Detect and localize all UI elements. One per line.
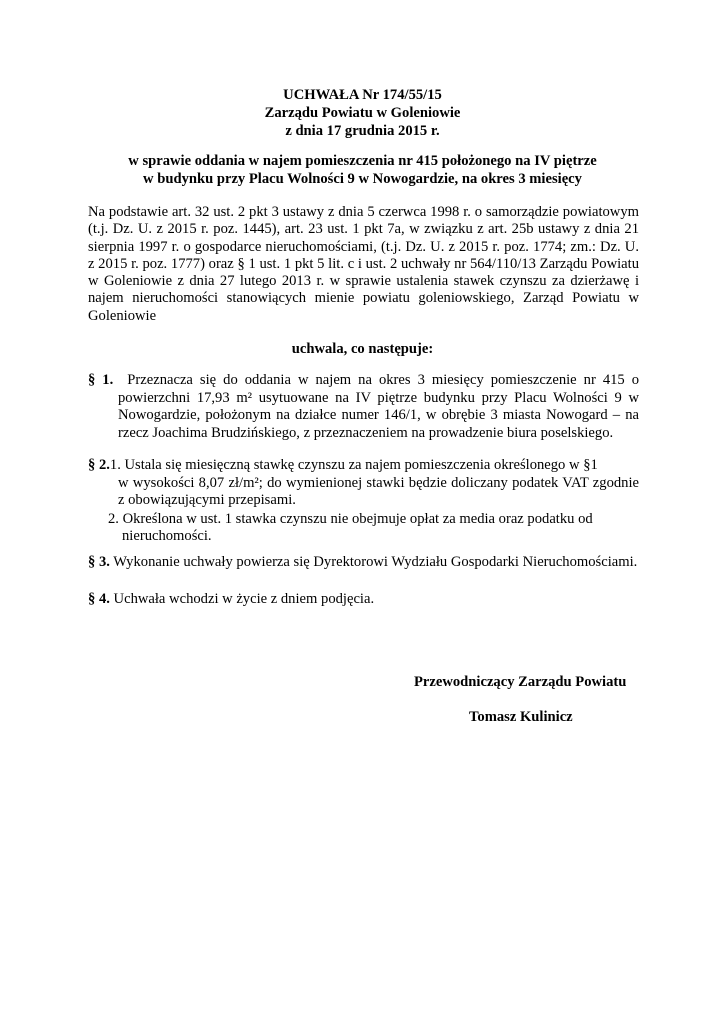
resolution-header bbox=[0, 86, 725, 140]
legal-basis-preamble: Na podstawie art. 32 ust. 2 pkt 3 ustawy z dnia 5 czerwca 1998 r. o samorządzie powiatowym (t.j. Dz. U. z 2015 r. poz. 1445), art. 23 ust. 1 pkt 7a, w związku z art. 25b ustawy z dnia 21 sierpnia 1997 r. o gospodarce nieruchomościami, (t.j. Dz. U. z 2015 r. poz. 1774; zm.: Dz. U. z 2015 r. poz. 1777) oraz § 1 ust. 1 pkt 5 lit. c i ust. 2 uchwały nr 564/110/13 Zarządu Powiatu w Goleniowie z dnia 27 lutego 2013 r. w sprawie ustalenia stawek czynszu za dzierżawę i najem nieruchomości stanowiących mienie powiatu goleniowskiego, Zarząd Powiatu w Goleniowie bbox=[88, 204, 639, 324]
paragraph-1-label: § 1. bbox=[88, 372, 114, 388]
paragraph-1 bbox=[88, 372, 639, 442]
issuing-body: Zarządu Powiatu w Goleniowie bbox=[264, 105, 461, 121]
paragraph-1-text: Przeznacza się do oddania w najem na okres 3 miesięcy pomieszczenie nr 415 o powierzchni 17,93 m² usytuowane na IV piętrze budynku przy Placu Wolności 9 w Nowogardzie, położonym na działce numer 146/1, w obrębie 3 miasta Nowogard – na rzecz Joachima Brudzińskiego, z przeznaczeniem na prowadzenie biura poselskiego. bbox=[118, 372, 640, 441]
paragraph-3 bbox=[88, 554, 639, 572]
paragraph-2-item-1-first: 1. Ustala się miesięczną stawkę czynszu za najem pomieszczenia określonego w §1 bbox=[109, 457, 598, 473]
resolution-subject bbox=[0, 152, 725, 188]
paragraph-4-text: Uchwała wchodzi w życie z dniem podjęcia. bbox=[113, 591, 375, 607]
resolution-number: UCHWAŁA Nr 174/55/15 bbox=[283, 87, 442, 103]
subject-line-1: w sprawie oddania w najem pomieszczenia nr 415 położonego na IV piętrze bbox=[128, 153, 597, 169]
paragraph-4-label: § 4. bbox=[88, 591, 110, 607]
signatory-title: Przewodniczący Zarządu Powiatu bbox=[414, 674, 627, 690]
signatory-name: Tomasz Kulinicz bbox=[469, 709, 573, 725]
paragraph-2-item-1-rest: w wysokości 8,07 zł/m²; do wymienionej stawki będzie doliczany podatek VAT zgodnie z obowiązującymi przepisami. bbox=[118, 474, 639, 508]
paragraph-3-label: § 3. bbox=[88, 554, 110, 570]
paragraph-2-label: § 2. bbox=[88, 457, 110, 473]
resolves-heading: uchwala, co następuje: bbox=[291, 341, 434, 357]
paragraph-2-item-2-first: 2. Określona w ust. 1 stawka czynszu nie obejmuje opłat za media oraz podatku od bbox=[108, 510, 593, 527]
paragraph-2-item-2-rest: nieruchomości. bbox=[122, 528, 212, 544]
paragraph-2 bbox=[88, 457, 639, 546]
subject-line-2: w budynku przy Placu Wolności 9 w Nowogardzie, na okres 3 miesięcy bbox=[143, 171, 582, 187]
paragraph-3-text: Wykonanie uchwały powierza się Dyrektorowi Wydziału Gospodarki Nieruchomościami. bbox=[113, 554, 638, 570]
resolution-date: z dnia 17 grudnia 2015 r. bbox=[285, 123, 440, 139]
paragraph-4 bbox=[88, 591, 639, 609]
